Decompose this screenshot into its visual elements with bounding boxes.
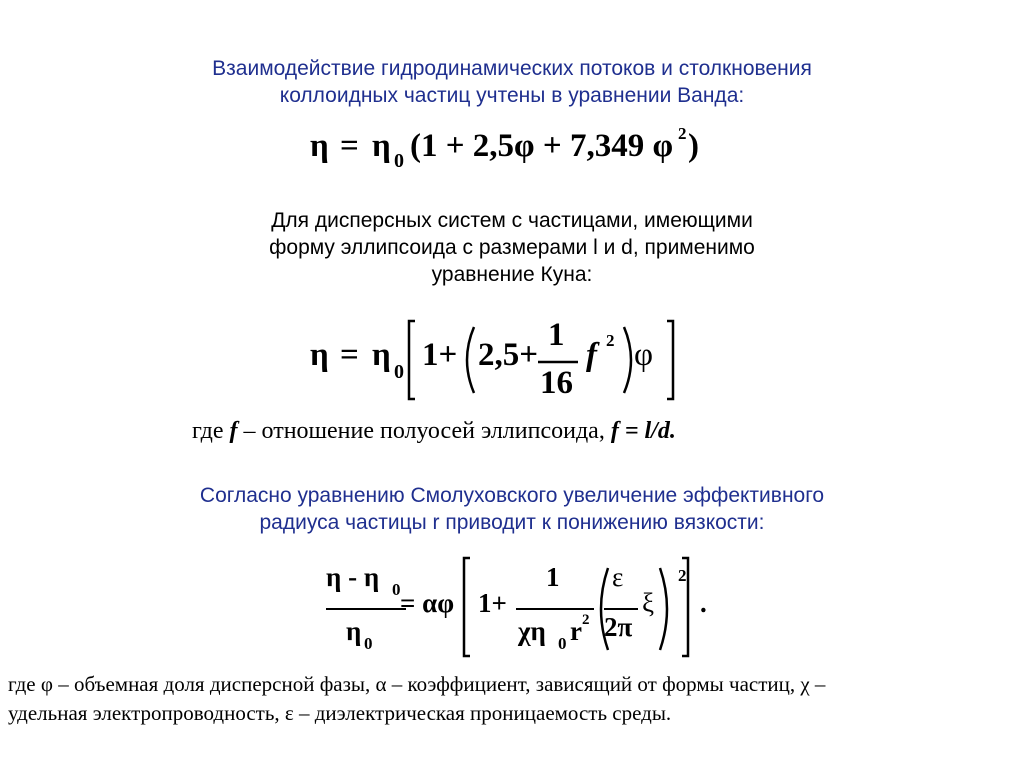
- smol-frac-den-r: r: [570, 616, 582, 646]
- kuhn-right-paren: [624, 327, 631, 393]
- smol-one-plus: 1+: [478, 588, 507, 618]
- smol-intro-line2: радиуса частицы r приводит к понижению вязкости:: [259, 511, 765, 534]
- kuhn-intro-line2: форму эллипсоида с размерами l и d, применимо: [269, 236, 755, 259]
- wand-eta0: η: [372, 128, 391, 164]
- kuhn-f-power: 2: [606, 331, 615, 350]
- kuhn-where-prefix: где: [192, 418, 230, 444]
- wand-power: 2: [678, 124, 687, 143]
- smol-right-square-bracket: [682, 558, 688, 656]
- kuhn-equation: [310, 315, 680, 405]
- wand-eta: η: [310, 128, 329, 164]
- wand-equals: =: [340, 128, 359, 164]
- smol-den-sub: 0: [364, 634, 373, 653]
- wand-close: ): [688, 128, 699, 164]
- kuhn-right-square-bracket: [667, 321, 673, 399]
- smol-right-paren: [660, 568, 667, 650]
- kuhn-intro: [0, 207, 1024, 288]
- kuhn-where-text: – отношение полуосей эллипсоида,: [237, 418, 611, 444]
- smol-frac-den-r-power: 2: [582, 612, 590, 628]
- smol-num-sub: 0: [392, 580, 401, 599]
- smol-frac-num: 1: [546, 562, 560, 592]
- smol-num: η - η: [326, 562, 380, 592]
- kuhn-phi: φ: [634, 337, 654, 373]
- kuhn-frac-den: 16: [540, 365, 573, 401]
- wand-intro-line2: коллоидных частиц учтены в уравнении Ванда:: [279, 84, 745, 107]
- kuhn-intro-line3: уравнение Куна:: [431, 263, 593, 286]
- kuhn-eta0: η: [372, 337, 391, 373]
- smol-footnote-line2: удельная электропроводность, ε – диэлектрическая проницаемость среды.: [8, 701, 672, 725]
- kuhn-brackets: [310, 315, 680, 405]
- wand-intro: [0, 55, 1024, 109]
- smol-footnote-line1: где φ – объемная доля дисперсной фазы, α – коэффициент, зависящий от формы частиц, χ –: [8, 672, 826, 696]
- smol-frac-den: χη: [518, 616, 546, 646]
- kuhn-f: f: [586, 337, 597, 373]
- kuhn-equals: =: [340, 337, 359, 373]
- kuhn-one-plus: 1+: [422, 337, 458, 373]
- kuhn-where-eq: f = l/d.: [610, 418, 676, 444]
- smol-structure: [318, 552, 718, 664]
- wand-body: (1 + 2,5φ + 7,349 φ: [410, 128, 674, 164]
- kuhn-eta: η: [310, 337, 329, 373]
- smol-eq-alpha: = αφ: [400, 588, 455, 618]
- smol-intro: [0, 482, 1024, 536]
- smol-eps: ε: [612, 562, 624, 592]
- kuhn-eta0-sub: 0: [394, 361, 404, 383]
- smol-footnote: [8, 670, 825, 728]
- kuhn-intro-line1: Для дисперсных систем с частицами, имеющими: [271, 209, 753, 232]
- kuhn-where-f: f: [229, 418, 238, 444]
- smol-xi: ξ: [642, 588, 655, 618]
- wand-intro-line1: Взаимодействие гидродинамических потоков и столкновения: [212, 57, 812, 80]
- smol-equation: [318, 552, 718, 664]
- smol-intro-line1: Согласно уравнению Смолуховского увеличение эффективного: [199, 484, 825, 507]
- wand-equation: [310, 120, 730, 180]
- kuhn-where-line: [192, 418, 676, 445]
- kuhn-left-square-bracket: [409, 321, 415, 399]
- smol-period: .: [700, 588, 707, 618]
- wand-eta0-sub: 0: [394, 150, 404, 172]
- kuhn-two-five: 2,5+: [478, 337, 539, 373]
- kuhn-left-paren: [467, 327, 474, 393]
- smol-two-pi: 2π: [604, 612, 633, 642]
- smol-frac-den-sub: 0: [558, 634, 567, 653]
- smol-left-square-bracket: [464, 558, 470, 656]
- smol-den: η: [346, 616, 362, 646]
- kuhn-frac-num: 1: [548, 317, 565, 353]
- smol-outer-power: 2: [678, 566, 687, 585]
